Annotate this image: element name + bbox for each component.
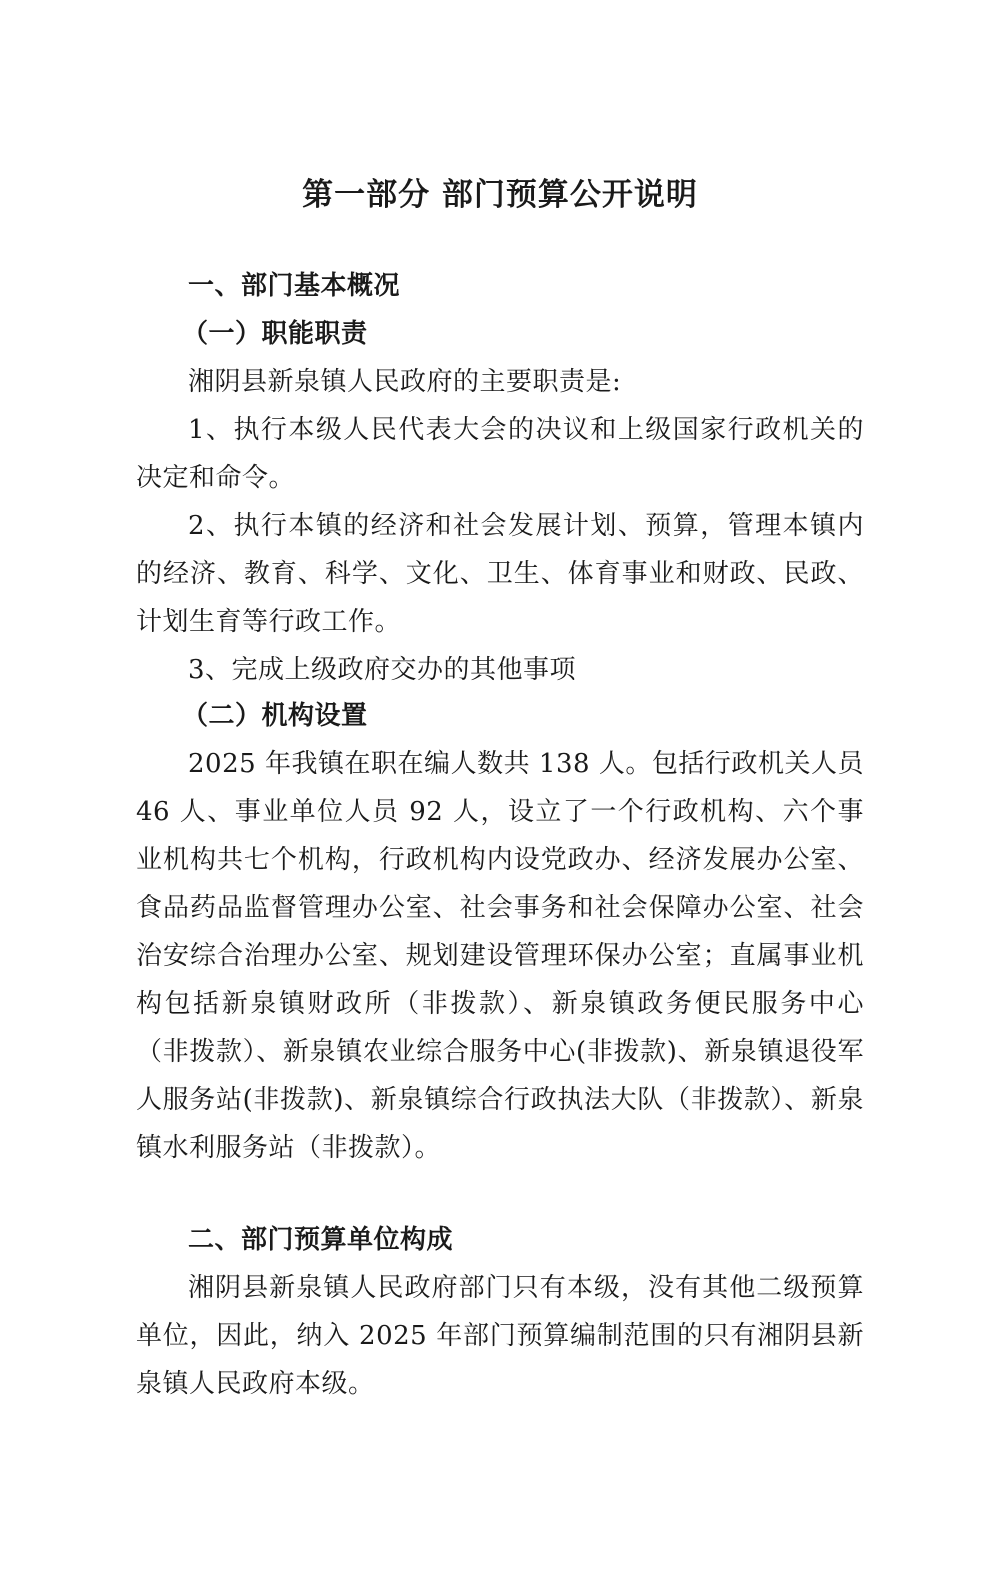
duty-item-2: 2、执行本镇的经济和社会发展计划、预算，管理本镇内的经济、教育、科学、文化、卫生、体育事业和财政、民政、计划生育等行政工作。 — [136, 511, 864, 637]
budget-units-body: 湘阴县新泉镇人民政府部门只有本级，没有其他二级预算单位，因此，纳入 2025 年部门预算编制范围的只有湘阴县新泉镇人民政府本级。 — [136, 1273, 864, 1399]
section-heading-overview: 一、部门基本概况 — [188, 271, 401, 301]
subsection-heading-organization: （二）机构设置 — [182, 701, 368, 731]
duties-intro: 湘阴县新泉镇人民政府的主要职责是: — [188, 367, 622, 397]
organization-body: 2025 年我镇在职在编人数共 138 人。包括行政机关人员 46 人、事业单位人员 92 人，设立了一个行政机构、六个事业机构共七个机构，行政机构内设党政办、经济发展办公室、食品药品监督管理办公室、社会事务和社会保障办公室、社会治安综合治理办公室、规划建设管理环保办公室；直属事业机构包括新泉镇财政所（非拨款）、新泉镇政务便民服务中心（非拨款）、新泉镇农业综合服务中心(非拨款)、新泉镇退役军人服务站(非拨款)、新泉镇综合行政执法大队（非拨款）、新泉镇水利服务站（非拨款）。 — [136, 749, 864, 1163]
section-heading-budget-units: 二、部门预算单位构成 — [188, 1225, 454, 1255]
page-title: 第一部分 部门预算公开说明 — [302, 177, 698, 213]
duty-item-3: 3、完成上级政府交办的其他事项 — [188, 655, 577, 685]
duty-item-1: 1、执行本级人民代表大会的决议和上级国家行政机关的决定和命令。 — [136, 415, 864, 493]
subsection-heading-duties: （一）职能职责 — [182, 319, 368, 349]
